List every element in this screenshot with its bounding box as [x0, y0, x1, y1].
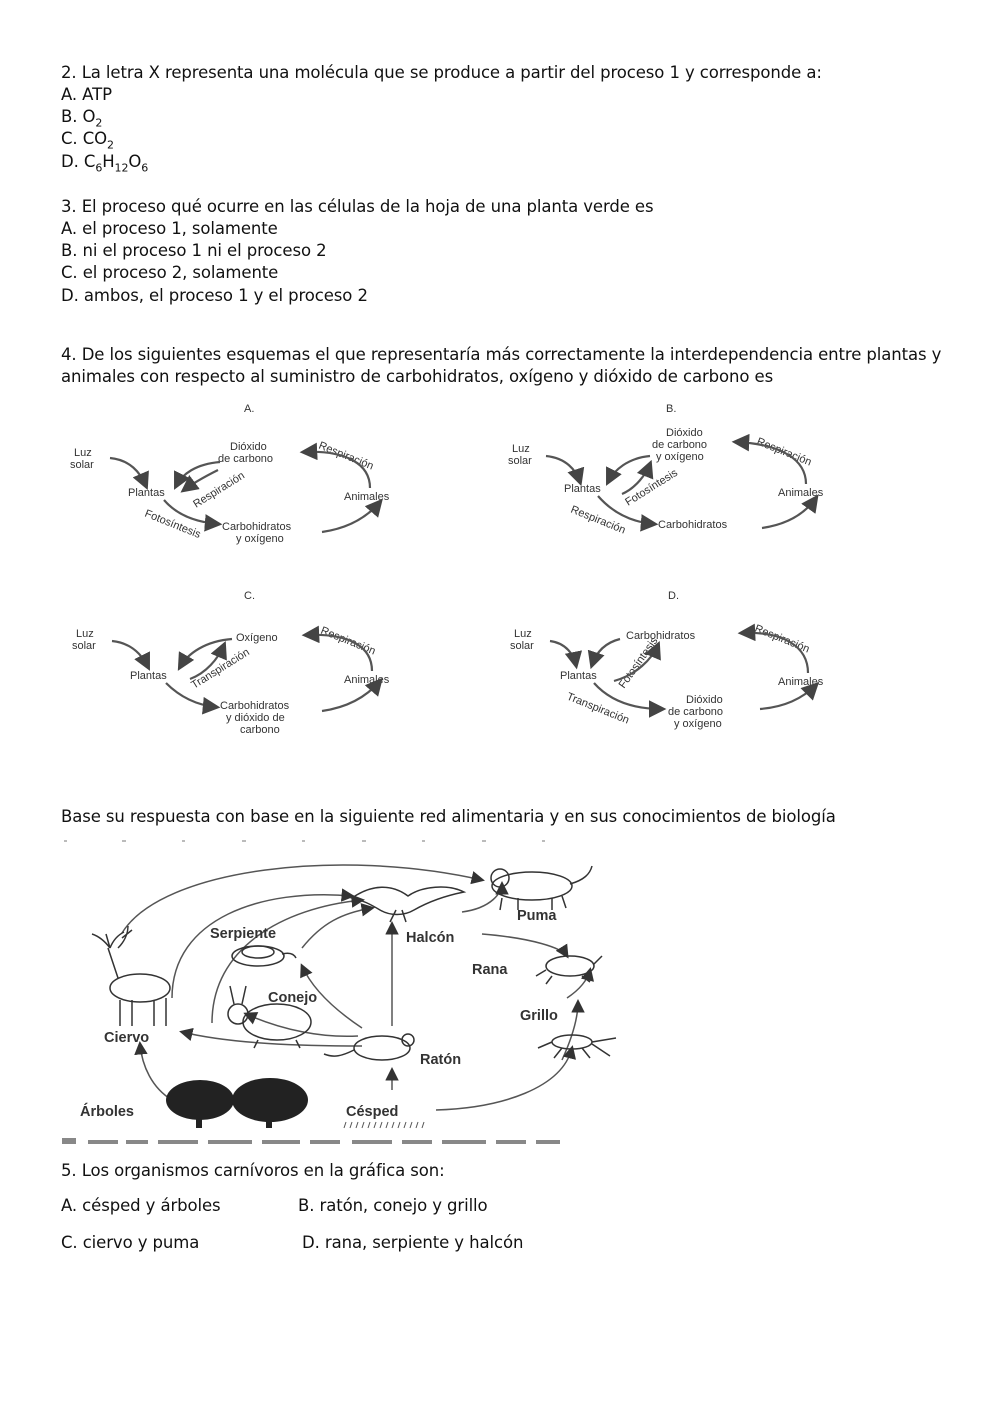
- luz-label: Luz: [76, 628, 94, 640]
- inner-process-label: Transpiración: [189, 646, 252, 692]
- q3-option-a: A. el proceso 1, solamente: [61, 219, 278, 238]
- animales-label: Animales: [778, 676, 824, 688]
- inner-process-label: Respiración: [191, 469, 247, 511]
- q4-question-line1: 4. De los siguientes esquemas el que representaría más correctamente la interdependencia entre plantas y: [61, 345, 942, 364]
- q3-question: 3. El proceso qué ocurre en las células de la hoja de una planta verde es: [61, 197, 654, 216]
- scheme-letter: C.: [244, 590, 255, 602]
- food-web-arrows: [122, 865, 590, 1110]
- solar-label: solar: [510, 640, 534, 652]
- animales-label: Animales: [344, 491, 390, 503]
- puma-drawing: [491, 866, 592, 910]
- animales-label: Animales: [778, 487, 824, 499]
- plantas-label: Plantas: [560, 670, 597, 682]
- scheme-c-diagram: [60, 585, 440, 745]
- q5-option-c: C. ciervo y puma: [61, 1233, 200, 1252]
- luz-label: Luz: [512, 443, 530, 455]
- q5-question: 5. Los organismos carnívoros en la gráfica son:: [61, 1161, 445, 1180]
- q3-option-d: D. ambos, el proceso 1 y el proceso 2: [61, 286, 368, 305]
- raton-label: Ratón: [420, 1052, 462, 1068]
- cesped-drawing: [344, 1122, 424, 1128]
- arboles-label: Árboles: [80, 1104, 134, 1120]
- top-product-1: Oxígeno: [236, 632, 278, 644]
- raton-drawing: [324, 1034, 414, 1060]
- scan-noise-bottom: [62, 1138, 560, 1144]
- ciervo-label: Ciervo: [104, 1030, 150, 1046]
- scheme-d-diagram: [490, 585, 870, 745]
- bottom-product-3: carbono: [240, 724, 280, 736]
- respiration-top-label: Respiración: [752, 622, 812, 656]
- scan-noise-top: [64, 840, 545, 842]
- bottom-product-1: Carbohidratos: [658, 519, 728, 531]
- top-product-1: Carbohidratos: [626, 630, 696, 642]
- puma-label: Puma: [517, 908, 557, 924]
- solar-label: solar: [72, 640, 96, 652]
- respiration-top-label: Respiración: [754, 435, 814, 469]
- bottom-product-3: y oxígeno: [674, 718, 722, 730]
- q2-option-d: D. $C_6H_{12}O_6$: [61, 152, 149, 175]
- scheme-letter: D.: [668, 590, 679, 602]
- plantas-label: Plantas: [130, 670, 167, 682]
- q3-option-c: C. el proceso 2, solamente: [61, 263, 279, 282]
- conejo-label: Conejo: [268, 990, 318, 1006]
- q4-question-line2: animales con respecto al suministro de carbohidratos, oxígeno y dióxido de carbono es: [61, 367, 774, 386]
- q2-option-b: B. $O_2$: [61, 107, 103, 130]
- bottom-product-2: y dióxido de: [226, 712, 285, 724]
- respiration-top-label: Respiración: [316, 439, 376, 473]
- top-product-2: de carbono: [218, 453, 274, 465]
- halcon-drawing: [352, 887, 464, 922]
- arboles-drawing: [166, 1078, 308, 1128]
- bottom-product-2: y oxígeno: [236, 533, 284, 545]
- serpiente-label: Serpiente: [210, 926, 277, 942]
- rana-label: Rana: [472, 962, 508, 978]
- animales-label: Animales: [344, 674, 390, 686]
- halcon-label: Halcón: [406, 930, 455, 946]
- q3-option-b: B. ni el proceso 1 ni el proceso 2: [61, 241, 327, 260]
- q5-option-d: D. rana, serpiente y halcón: [302, 1233, 524, 1252]
- bottom-product-1: Carbohidratos: [220, 700, 290, 712]
- scheme-a-diagram: [60, 398, 440, 558]
- top-product-2: de carbono: [652, 439, 708, 451]
- outer-process-label: Transpiración: [564, 690, 631, 727]
- serpiente-drawing: [232, 946, 296, 966]
- respiration-top-label: Respiración: [318, 624, 378, 658]
- solar-label: solar: [508, 455, 532, 467]
- q5-option-a: A. césped y árboles: [61, 1196, 221, 1215]
- top-product-1: Dióxido: [230, 441, 267, 453]
- food-web-diagram: [62, 838, 632, 1146]
- top-product-1: Dióxido: [666, 427, 703, 439]
- scheme-b-diagram: [490, 398, 870, 558]
- top-product-3: y oxígeno: [656, 451, 704, 463]
- rana-drawing: [536, 956, 602, 984]
- outer-process-label: Fotosíntesis: [142, 507, 203, 542]
- outer-process-label: Respiración: [568, 503, 628, 537]
- q2-option-a: A. ATP: [61, 85, 112, 104]
- inner-process-label: Fotosíntesis: [616, 635, 661, 691]
- bottom-product-1: Dióxido: [686, 694, 723, 706]
- grillo-drawing: [538, 1035, 616, 1058]
- foodweb-intro: Base su respuesta con base en la siguiente red alimentaria y en sus conocimientos de biología: [61, 807, 836, 826]
- q2-option-c: C. $CO_2$: [61, 129, 114, 152]
- luz-label: Luz: [514, 628, 532, 640]
- luz-label: Luz: [74, 447, 92, 459]
- bottom-product-1: Carbohidratos: [222, 521, 292, 533]
- scheme-letter: A.: [244, 403, 255, 415]
- plantas-label: Plantas: [564, 483, 601, 495]
- bottom-product-2: de carbono: [668, 706, 724, 718]
- q5-option-b: B. ratón, conejo y grillo: [298, 1196, 488, 1215]
- grillo-label: Grillo: [520, 1008, 558, 1024]
- ciervo-drawing: [92, 926, 170, 1026]
- inner-process-label: Fotosíntesis: [623, 466, 680, 509]
- scheme-letter: B.: [666, 403, 677, 415]
- q2-question: 2. La letra X representa una molécula que se produce a partir del proceso 1 y corresponde a:: [61, 63, 822, 82]
- cesped-label: Césped: [346, 1104, 399, 1120]
- plantas-label: Plantas: [128, 487, 165, 499]
- solar-label: solar: [70, 459, 94, 471]
